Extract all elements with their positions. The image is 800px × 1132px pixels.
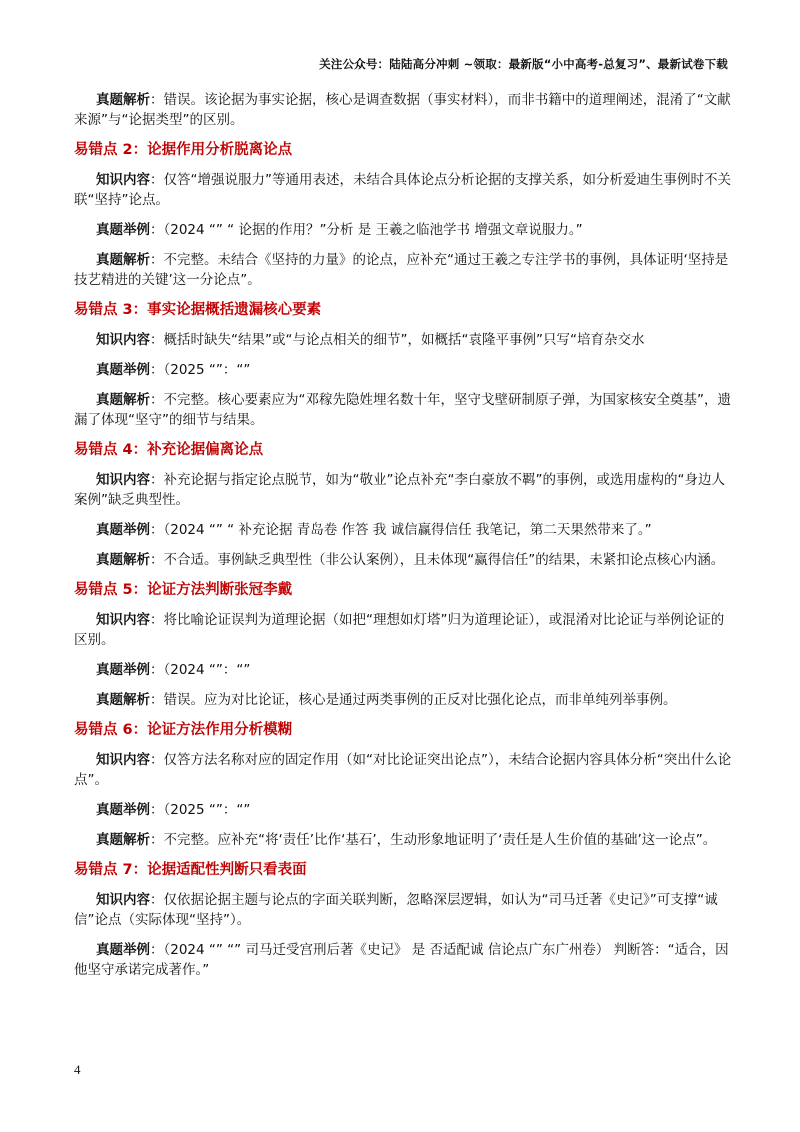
knowledge-text: ：概括时缺失“结果”或“与论点相关的细节”，如概括“袁隆平事例”只写“培育杂交水	[150, 332, 645, 348]
example-label: 真题举例	[96, 362, 150, 378]
page-number: 4	[74, 1062, 81, 1077]
example-paragraph	[74, 220, 734, 240]
analysis-label: 真题解析	[96, 252, 150, 268]
analysis-label: 真题解析	[96, 92, 150, 108]
knowledge-text: ：仅依据论据主题与论点的字面关联判断，忽略深层逻辑，如认为“司马迁著《史记》”可支撑“诚信”论点（实际体现“坚持”）。	[74, 892, 718, 928]
section-heading: 易错点 5：论证方法判断张冠李戴	[74, 582, 293, 598]
intro-analysis	[74, 90, 734, 130]
analysis-text: ：不完整。未结合《坚持的力量》的论点，应补充“通过王羲之专注学书的事例，具体证明‘坚持是技艺精进的关键’这一分论点”。	[74, 252, 729, 288]
example-label: 真题举例	[96, 942, 150, 958]
analysis-text: ：错误。应为对比论证，核心是通过两类事例的正反对比强化论点，而非单纯列举事例。	[150, 692, 677, 708]
example-paragraph	[74, 660, 734, 680]
example-text: ：（2024 “” “” 司马迁受宫刑后著《史记》 是 否适配诚 信论点广东广州卷） 判断答：“适合，因他坚守承诺完成著作。”	[74, 942, 729, 978]
example-text: ：（2024 “”：“”	[150, 662, 251, 678]
knowledge-text: ：补充论据与指定论点脱节，如为“敬业”论点补充“李白豪放不羁”的事例，或选用虚构的“身边人案例”缺乏典型性。	[74, 472, 725, 508]
example-paragraph	[74, 800, 734, 820]
analysis-text: ：不完整。应补充“将‘责任’比作‘基石’，生动形象地证明了‘责任是人生价值的基础’这一论点”。	[150, 832, 717, 848]
example-paragraph	[74, 360, 734, 380]
analysis-label: 真题解析	[96, 692, 150, 708]
analysis-label: 真题解析	[96, 392, 150, 408]
knowledge-label: 知识内容	[96, 172, 150, 188]
knowledge-text: ：将比喻论证误判为道理论据（如把“理想如灯塔”归为道理论证），或混淆对比论证与举例论证的区别。	[74, 612, 725, 648]
knowledge-text: ：仅答“增强说服力”等通用表述，未结合具体论点分析论据的支撑关系，如分析爱迪生事例时不关联“坚持”论点。	[74, 172, 731, 208]
knowledge-text: ：仅答方法名称对应的固定作用（如“对比论证突出论点”），未结合论据内容具体分析“突出什么论点”。	[74, 752, 732, 788]
knowledge-paragraph	[74, 170, 734, 210]
analysis-label: 真题解析	[96, 552, 150, 568]
analysis-text: ：错误。该论据为事实论据，核心是调查数据（事实材料），而非书籍中的道理阐述，混淆了“文献来源”与“论据类型”的区别。	[74, 92, 731, 128]
knowledge-label: 知识内容	[96, 472, 150, 488]
section-heading: 易错点 6：论证方法作用分析模糊	[74, 722, 293, 738]
section-heading: 易错点 3：事实论据概括遗漏核心要素	[74, 302, 322, 318]
analysis-text: ：不合适。事例缺乏典型性（非公认案例），且未体现“赢得信任”的结果，未紧扣论点核心内涵。	[150, 552, 725, 568]
section-heading: 易错点 4：补充论据偏离论点	[74, 442, 264, 458]
example-text: ：（2025 “”：“”	[150, 362, 251, 378]
example-label: 真题举例	[96, 662, 150, 678]
section-heading: 易错点 7：论据适配性判断只看表面	[74, 862, 307, 878]
analysis-label: 真题解析	[96, 832, 150, 848]
knowledge-paragraph	[74, 470, 734, 510]
analysis-paragraph	[74, 690, 734, 710]
page-header: 关注公众号：陆陆高分冲刺 ~领取：最新版“小中高考-总复习”、最新试卷下载	[319, 57, 728, 71]
analysis-paragraph	[74, 830, 734, 850]
knowledge-label: 知识内容	[96, 752, 150, 768]
knowledge-label: 知识内容	[96, 892, 150, 908]
analysis-paragraph	[74, 390, 734, 430]
example-text: ：（2025 “”：“”	[150, 802, 251, 818]
example-paragraph	[74, 520, 734, 540]
section-heading: 易错点 2：论据作用分析脱离论点	[74, 142, 293, 158]
example-label: 真题举例	[96, 522, 150, 538]
example-text: ：（2024 “” “ 论据的作用？”分析 是 王羲之临池学书 增强文章说服力。”	[150, 222, 583, 238]
knowledge-paragraph	[74, 750, 734, 790]
example-label: 真题举例	[96, 222, 150, 238]
example-label: 真题举例	[96, 802, 150, 818]
knowledge-paragraph	[74, 330, 734, 350]
knowledge-label: 知识内容	[96, 612, 150, 628]
knowledge-paragraph	[74, 610, 734, 650]
knowledge-label: 知识内容	[96, 332, 150, 348]
knowledge-paragraph	[74, 890, 734, 930]
analysis-text: ：不完整。核心要素应为“邓稼先隐姓埋名数十年，坚守戈壁研制原子弹，为国家核安全奠基”，遗漏了体现“坚守”的细节与结果。	[74, 392, 731, 428]
analysis-paragraph	[74, 250, 734, 290]
example-paragraph	[74, 940, 734, 980]
analysis-paragraph	[74, 550, 734, 570]
document-body	[74, 90, 734, 990]
example-text: ：（2024 “” “ 补充论据 青岛卷 作答 我 诚信赢得信任 我笔记，第二天果然带来了。”	[150, 522, 652, 538]
